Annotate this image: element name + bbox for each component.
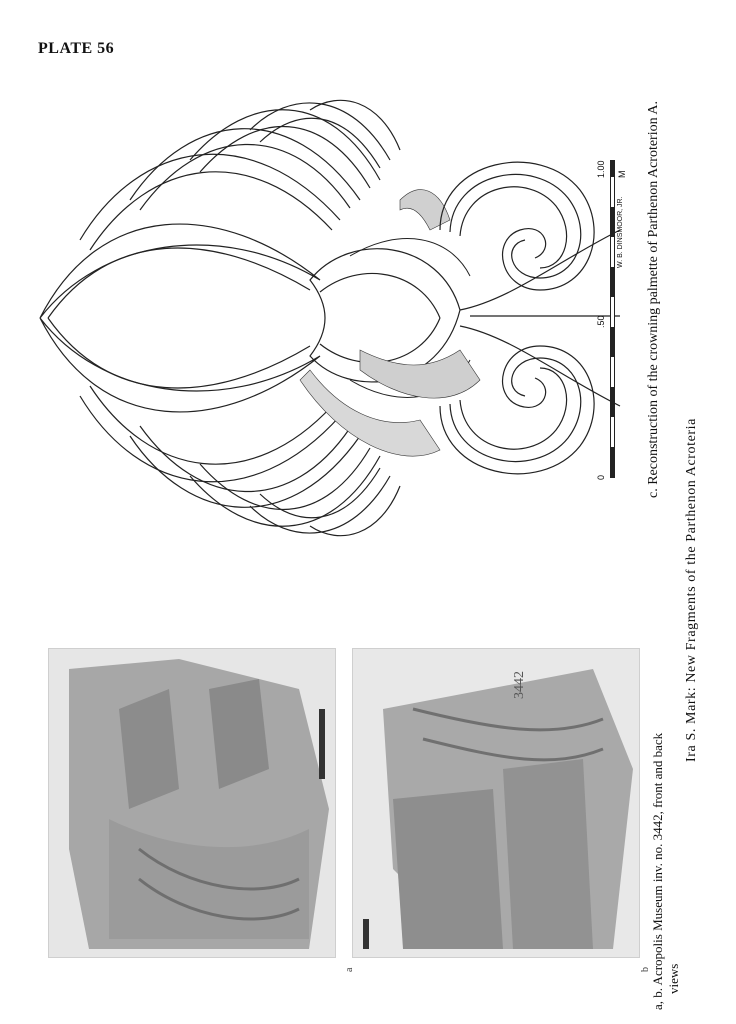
- plate-title: PLATE 56: [38, 40, 115, 57]
- fragment-shading: [300, 190, 480, 457]
- lower-leaves: [80, 386, 400, 536]
- inscription-3442: 3442: [512, 671, 527, 699]
- scale-bar: [596, 148, 634, 480]
- upper-leaves: [80, 100, 400, 250]
- photo-b-back-view: [48, 648, 336, 958]
- scale-line: [610, 160, 615, 478]
- label-a: a: [344, 967, 355, 972]
- scale-unit: M: [617, 170, 627, 178]
- upper-volute: [440, 162, 594, 290]
- caption-ab-line-1: a, b. Acropolis Museum inv. no. 3442, front and back: [650, 732, 665, 1010]
- footer-title: Ira S. Mark: New Fragments of the Parthenon Acroteria: [684, 418, 699, 762]
- caption-figure-ab: [650, 733, 682, 1010]
- label-b: b: [640, 967, 651, 972]
- scale-tick-100: 1.00: [596, 160, 606, 178]
- central-leaf: [40, 224, 320, 412]
- palmette-reconstruction-drawing: [20, 80, 630, 550]
- caption-figure-c: c. Reconstruction of the crowning palmette of Parthenon Acroterion A.: [646, 101, 661, 498]
- scale-credit: W. B. DINSMOOR, JR.: [617, 196, 624, 268]
- scale-tick-0: 0: [596, 474, 606, 480]
- scale-tick-50: .50: [596, 315, 606, 328]
- caption-ab-line-2: views: [666, 963, 681, 994]
- photo-a-front-view: [352, 648, 640, 958]
